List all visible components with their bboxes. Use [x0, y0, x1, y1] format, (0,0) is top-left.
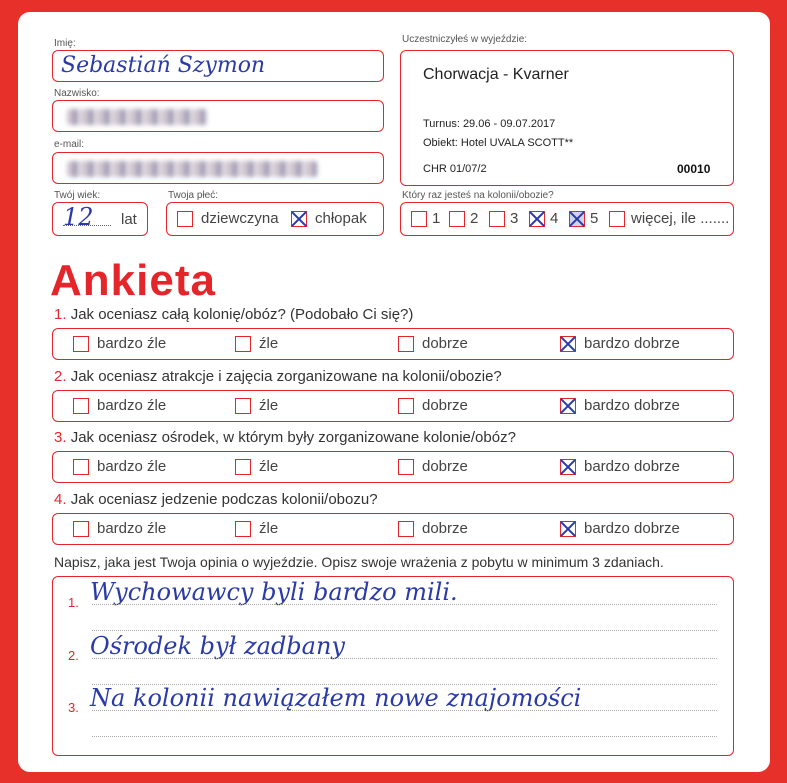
trip-obiekt: Obiekt: Hotel UVALA SCOTT** [423, 137, 574, 149]
answer-label: bardzo źle [97, 335, 167, 352]
answer-label: dobrze [422, 520, 468, 537]
plec-option-dziewczyna: dziewczyna [201, 210, 279, 227]
question-number: 3. [54, 429, 67, 446]
times-option-more: więcej, ile ....... [631, 210, 730, 227]
answer-checkbox-q2-3[interactable] [398, 398, 414, 414]
opinion-line-number-2: 2. [68, 648, 79, 663]
answer-checkbox-q4-4[interactable] [560, 521, 576, 537]
trip-box [400, 50, 734, 186]
answer-checkbox-q4-3[interactable] [398, 521, 414, 537]
answer-checkbox-q2-2[interactable] [235, 398, 251, 414]
opinion-line-number-3: 3. [68, 700, 79, 715]
answer-checkbox-q4-1[interactable] [73, 521, 89, 537]
plec-field [166, 202, 384, 236]
opinion-prompt: Napisz, jaka jest Twoja opinia o wyjeździe. Opisz swoje wrażenia z pobytu w minimum 3 zdaniach. [54, 554, 664, 570]
answer-label: źle [259, 520, 279, 537]
trip-turnus: Turnus: 29.06 - 09.07.2017 [423, 118, 556, 130]
answer-label: dobrze [422, 397, 468, 414]
nazwisko-field[interactable] [52, 100, 384, 132]
imie-field[interactable] [52, 50, 384, 82]
answer-label: dobrze [422, 458, 468, 475]
question-number: 4. [54, 491, 67, 508]
times-option-4: 4 [550, 210, 559, 227]
times-checkbox-5[interactable] [569, 211, 585, 227]
question-text: Jak oceniasz całą kolonię/obóz? (Podobało Ci się?) [70, 306, 414, 323]
opinion-line-3b [92, 736, 717, 737]
wiek-value: 12 [63, 203, 94, 231]
answer-label: bardzo źle [97, 458, 167, 475]
answer-checkbox-q1-1[interactable] [73, 336, 89, 352]
plec-option-chlopak: chłopak [315, 210, 367, 227]
answer-row-3 [52, 451, 734, 483]
question-text: Jak oceniasz atrakcje i zajęcia zorganizowane na kolonii/obozie? [70, 368, 502, 385]
answer-checkbox-q1-2[interactable] [235, 336, 251, 352]
question-4 [54, 491, 378, 508]
opinion-line-text-3: Na kolonii nawiązałem nowe znajomości [90, 684, 582, 712]
wiek-field[interactable] [52, 202, 148, 236]
answer-label: bardzo dobrze [584, 458, 680, 475]
times-checkbox-1[interactable] [411, 211, 427, 227]
opinion-line-number-1: 1. [68, 595, 79, 610]
imie-value: Sebastiań Szymon [61, 53, 266, 78]
answer-checkbox-q1-3[interactable] [398, 336, 414, 352]
opinion-line-text-1: Wychowawcy byli bardzo mili. [90, 578, 458, 606]
trip-number: 00010 [677, 162, 711, 176]
times-checkbox-2[interactable] [449, 211, 465, 227]
survey-title: Ankieta [50, 256, 216, 305]
email-field[interactable] [52, 152, 384, 184]
question-text: Jak oceniasz jedzenie podczas kolonii/obozu? [70, 491, 378, 508]
answer-checkbox-q4-2[interactable] [235, 521, 251, 537]
answer-label: bardzo dobrze [584, 520, 680, 537]
trip-label: Uczestniczyłeś w wyjeździe: [402, 34, 528, 45]
answer-checkbox-q2-4[interactable] [560, 398, 576, 414]
opinion-line-2 [92, 658, 717, 659]
wiek-dots [63, 225, 111, 226]
answer-row-1 [52, 328, 734, 360]
question-2 [54, 368, 502, 385]
answer-checkbox-q3-3[interactable] [398, 459, 414, 475]
times-option-2: 2 [470, 210, 479, 227]
question-1 [54, 306, 413, 323]
trip-name: Chorwacja - Kvarner [423, 66, 569, 83]
answer-row-4 [52, 513, 734, 545]
times-label: Który raz jesteś na kolonii/obozie? [402, 190, 554, 201]
email-redacted [67, 161, 317, 177]
answer-row-2 [52, 390, 734, 422]
trip-code: CHR 01/07/2 [423, 163, 487, 175]
times-option-1: 1 [432, 210, 441, 227]
times-option-5: 5 [590, 210, 599, 227]
times-option-3: 3 [510, 210, 519, 227]
times-field [400, 202, 734, 236]
times-checkbox-4[interactable] [529, 211, 545, 227]
answer-checkbox-q3-4[interactable] [560, 459, 576, 475]
plec-label: Twoja płeć: [168, 190, 219, 201]
answer-label: dobrze [422, 335, 468, 352]
wiek-label: Twój wiek: [54, 190, 101, 201]
answer-label: bardzo dobrze [584, 397, 680, 414]
times-checkbox-more[interactable] [609, 211, 625, 227]
answer-checkbox-q3-1[interactable] [73, 459, 89, 475]
answer-label: bardzo dobrze [584, 335, 680, 352]
plec-checkbox-chlopak[interactable] [291, 211, 307, 227]
nazwisko-label: Nazwisko: [54, 88, 100, 99]
question-number: 1. [54, 306, 67, 323]
opinion-line-1 [92, 604, 717, 605]
answer-checkbox-q3-2[interactable] [235, 459, 251, 475]
survey-sheet [18, 12, 770, 772]
answer-label: bardzo źle [97, 520, 167, 537]
email-label: e-mail: [54, 139, 85, 150]
answer-label: źle [259, 335, 279, 352]
answer-checkbox-q1-4[interactable] [560, 336, 576, 352]
wiek-unit: lat [121, 211, 137, 228]
opinion-line-text-2: Ośrodek był zadbany [90, 632, 345, 660]
answer-label: bardzo źle [97, 397, 167, 414]
answer-label: źle [259, 458, 279, 475]
question-number: 2. [54, 368, 67, 385]
opinion-line-3 [92, 710, 717, 711]
question-3 [54, 429, 516, 446]
answer-checkbox-q2-1[interactable] [73, 398, 89, 414]
plec-checkbox-dziewczyna[interactable] [177, 211, 193, 227]
opinion-line-1b [92, 630, 717, 631]
times-checkbox-3[interactable] [489, 211, 505, 227]
question-text: Jak oceniasz ośrodek, w którym były zorganizowane kolonie/obóz? [70, 429, 516, 446]
answer-label: źle [259, 397, 279, 414]
imie-label: Imię: [54, 38, 76, 49]
nazwisko-redacted [67, 109, 207, 125]
